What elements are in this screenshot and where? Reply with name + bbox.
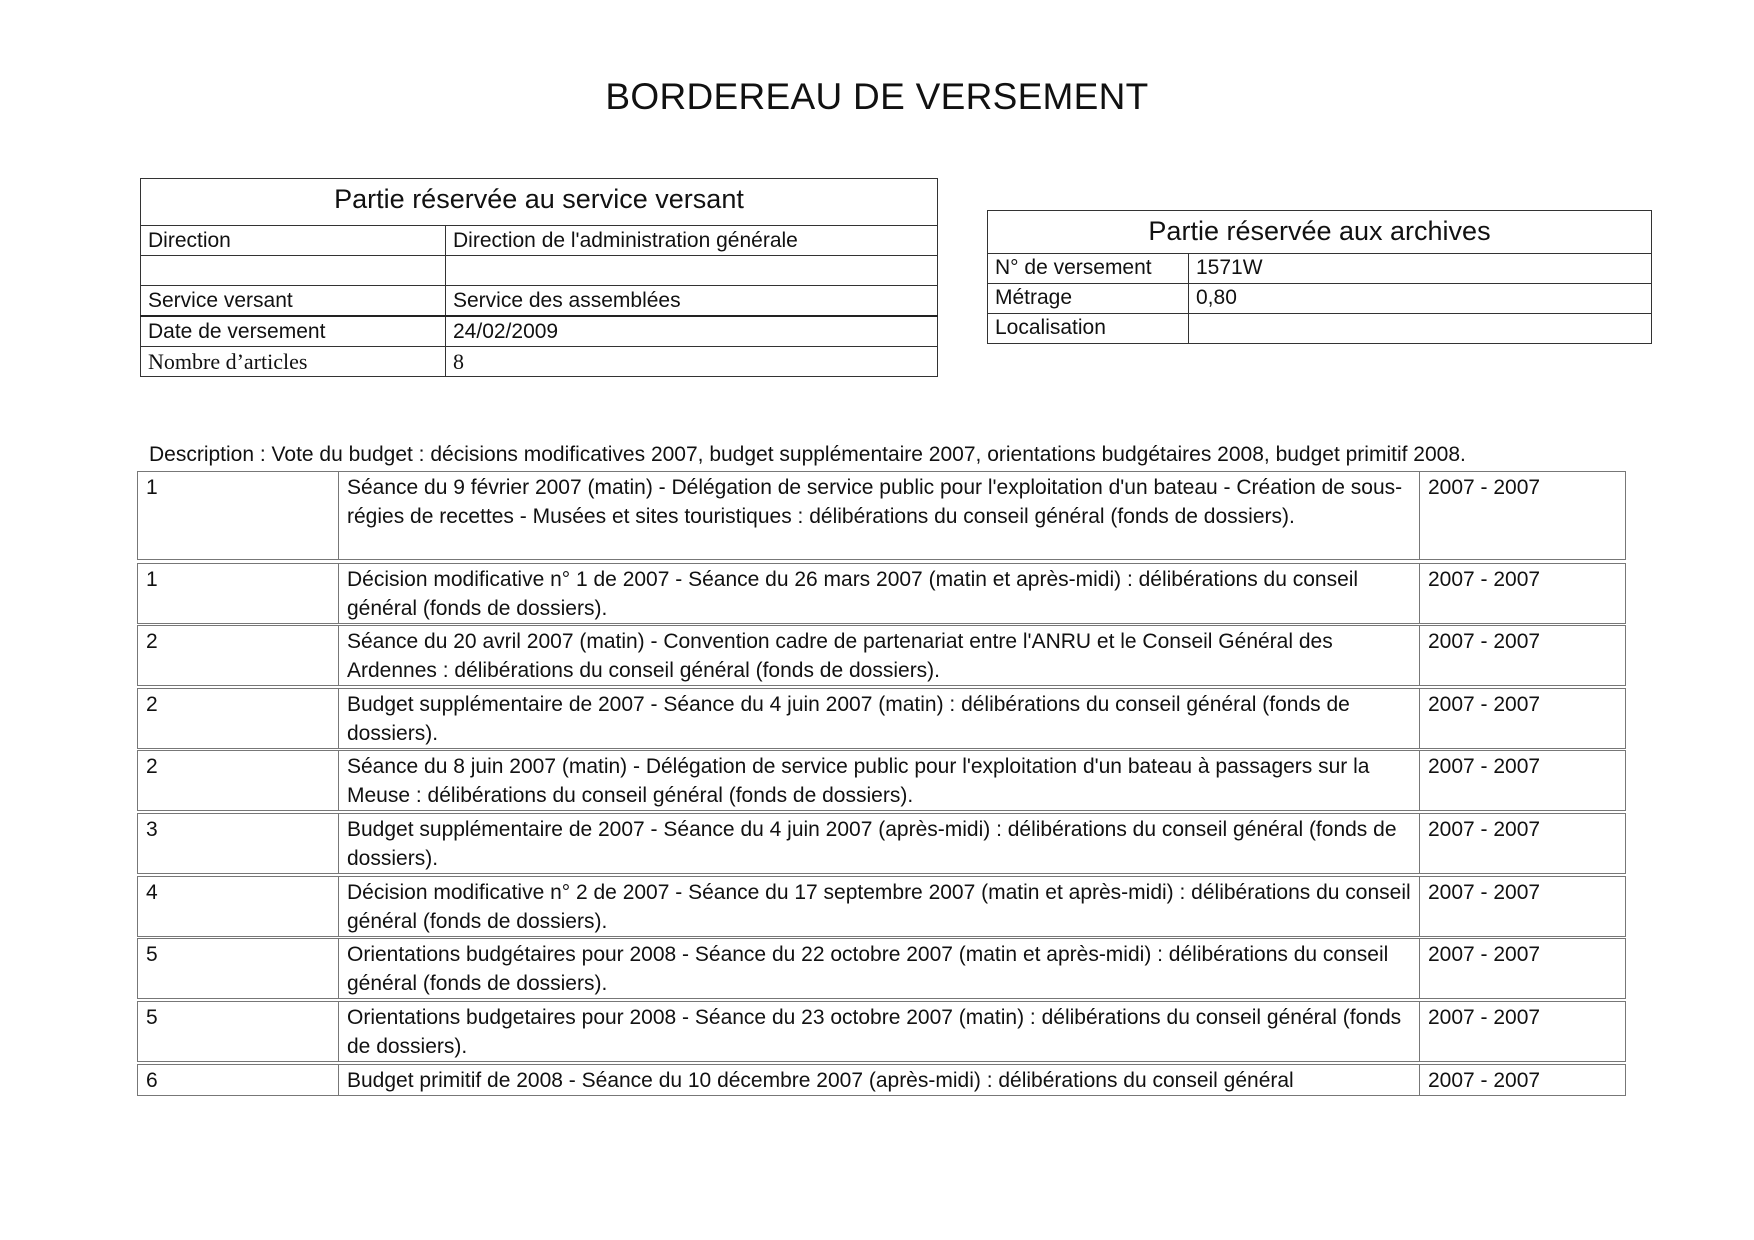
service-versant-table	[140, 178, 938, 377]
article-number: 3	[138, 814, 339, 874]
field-value: 24/02/2009	[446, 316, 938, 347]
article-row	[137, 876, 1626, 937]
article-dates: 2007 - 2007	[1420, 751, 1626, 811]
article-number: 6	[138, 1065, 339, 1096]
article-dates: 2007 - 2007	[1420, 472, 1626, 560]
article-row	[137, 938, 1626, 999]
field-value	[1189, 314, 1652, 344]
article-description: Séance du 20 avril 2007 (matin) - Convention cadre de partenariat entre l'ANRU et le Conseil Général des Ardennes : délibérations du conseil général (fonds de dossiers).	[339, 626, 1420, 686]
archives-heading: Partie réservée aux archives	[988, 211, 1652, 254]
field-label	[141, 256, 446, 286]
article-dates: 2007 - 2007	[1420, 564, 1626, 624]
article-description: Budget supplémentaire de 2007 - Séance du 4 juin 2007 (après-midi) : délibérations du conseil général (fonds de dossiers).	[339, 814, 1420, 874]
article-number: 2	[138, 689, 339, 749]
article-dates: 2007 - 2007	[1420, 626, 1626, 686]
article-dates: 2007 - 2007	[1420, 814, 1626, 874]
article-dates: 2007 - 2007	[1420, 1002, 1626, 1062]
article-description: Budget supplémentaire de 2007 - Séance du 4 juin 2007 (matin) : délibérations du conseil général (fonds de dossiers).	[339, 689, 1420, 749]
description: Description : Vote du budget : décisions modificatives 2007, budget supplémentaire 2007, orientations budgétaires 2008, budget primitif 2008.	[149, 443, 1466, 466]
article-number: 5	[138, 939, 339, 999]
service-versant-heading: Partie réservée au service versant	[141, 179, 938, 226]
table-row	[988, 284, 1652, 314]
article-row	[137, 625, 1626, 686]
table-row	[141, 286, 938, 317]
article-number: 5	[138, 1002, 339, 1062]
page-title: BORDEREAU DE VERSEMENT	[605, 76, 1149, 117]
article-row	[137, 813, 1626, 874]
field-label: Date de versement	[141, 316, 446, 347]
field-label: Nombre d’articles	[141, 347, 446, 377]
article-description: Décision modificative n° 1 de 2007 - Séance du 26 mars 2007 (matin et après-midi) : délibérations du conseil général (fonds de dossiers).	[339, 564, 1420, 624]
archives-table	[987, 210, 1652, 344]
article-number: 2	[138, 626, 339, 686]
field-label: Localisation	[988, 314, 1189, 344]
article-number: 2	[138, 751, 339, 811]
article-row	[137, 688, 1626, 749]
article-dates: 2007 - 2007	[1420, 939, 1626, 999]
article-row	[137, 1001, 1626, 1062]
article-number: 4	[138, 877, 339, 937]
field-label: N° de versement	[988, 254, 1189, 284]
table-row	[141, 256, 938, 286]
table-row	[141, 316, 938, 347]
table-row	[988, 254, 1652, 284]
field-label: Direction	[141, 226, 446, 256]
article-description: Séance du 8 juin 2007 (matin) - Délégation de service public pour l'exploitation d'un bateau à passagers sur la Meuse : délibérations du conseil général (fonds de dossiers).	[339, 751, 1420, 811]
article-row	[137, 471, 1626, 560]
article-number: 1	[138, 472, 339, 560]
table-row	[988, 314, 1652, 344]
article-description: Orientations budgetaires pour 2008 - Séance du 23 octobre 2007 (matin) : délibérations du conseil général (fonds de dossiers).	[339, 1002, 1420, 1062]
article-dates: 2007 - 2007	[1420, 877, 1626, 937]
field-value: 8	[446, 347, 938, 377]
article-dates: 2007 - 2007	[1420, 1065, 1626, 1096]
field-value: Direction de l'administration générale	[446, 226, 938, 256]
article-row	[137, 750, 1626, 811]
article-description: Décision modificative n° 2 de 2007 - Séance du 17 septembre 2007 (matin et après-midi) : délibérations du conseil général (fonds de dossiers).	[339, 877, 1420, 937]
article-description: Budget primitif de 2008 - Séance du 10 décembre 2007 (après-midi) : délibérations du conseil général	[339, 1065, 1420, 1096]
field-value: 1571W	[1189, 254, 1652, 284]
table-row	[141, 347, 938, 377]
field-label: Métrage	[988, 284, 1189, 314]
field-value	[446, 256, 938, 286]
article-description: Orientations budgétaires pour 2008 - Séance du 22 octobre 2007 (matin et après-midi) : délibérations du conseil général (fonds de dossiers).	[339, 939, 1420, 999]
article-row	[137, 1064, 1626, 1096]
article-dates: 2007 - 2007	[1420, 689, 1626, 749]
article-number: 1	[138, 564, 339, 624]
field-value: Service des assemblées	[446, 286, 938, 317]
article-description: Séance du 9 février 2007 (matin) - Délégation de service public pour l'exploitation d'un bateau - Création de sous-régies de recettes - Musées et sites touristiques : délibérations du conseil général (fonds de dossiers).	[339, 472, 1420, 560]
table-row	[141, 226, 938, 256]
field-value: 0,80	[1189, 284, 1652, 314]
field-label: Service versant	[141, 286, 446, 317]
article-row	[137, 563, 1626, 624]
